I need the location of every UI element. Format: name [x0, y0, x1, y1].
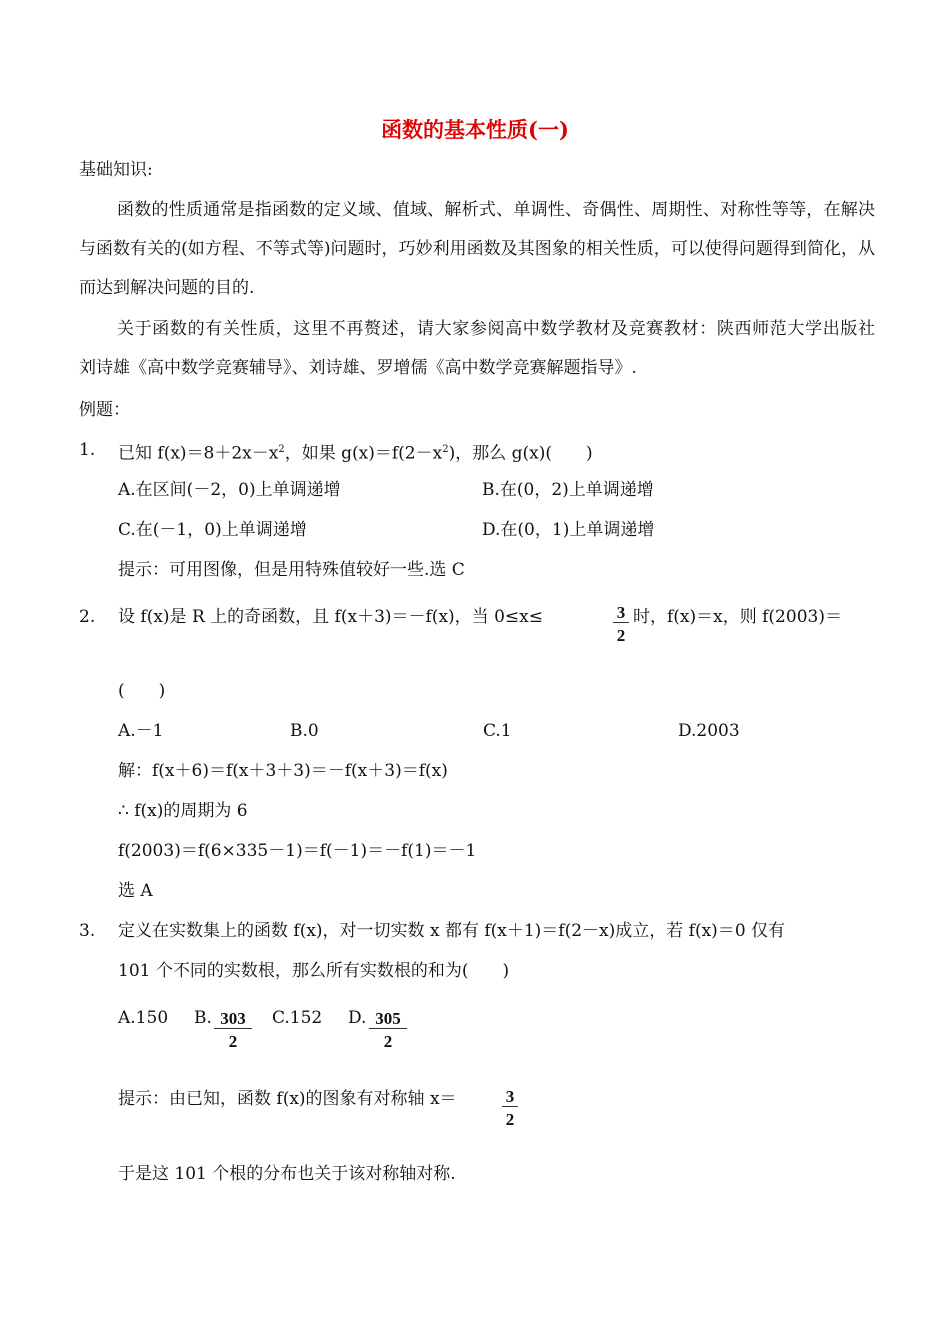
option-c: C.在(－1，0)上单调递增: [118, 520, 307, 540]
solution-line-1: 解：f(x＋6)＝f(x＋3＋3)＝－f(x＋3)＝f(x): [118, 761, 448, 781]
option-b-label: B.: [194, 1008, 212, 1028]
option-d-fraction: $\frac{305}{2}$: [369, 1010, 407, 1051]
solution-line-3: f(2003)＝f(6×335－1)＝f(－1)＝－f(1)＝－1: [118, 841, 477, 861]
question-stem-part1: 设 f(x)是 R 上的奇函数，且 f(x＋3)＝－f(x)，当 0≤x≤: [118, 607, 543, 627]
question-number: 3.: [79, 921, 96, 941]
option-b: B.在(0，2)上单调递增: [482, 480, 654, 500]
page-title: 函数的基本性质(一): [381, 117, 569, 142]
solution-line-4: 选 A: [118, 881, 153, 901]
option-d: D.2003: [678, 721, 740, 741]
answer-blank: ( ): [118, 681, 166, 701]
question-stem: 已知 $f(x)=8+2x-x^2$，如果 $g(x)=f(2-x^2)$，那么 g(x)( ): [118, 443, 593, 464]
option-a: A.在区间(－2，0)上单调递增: [118, 480, 341, 500]
question-stem-line-1: 定义在实数集上的函数 f(x)，对一切实数 x 都有 f(x＋1)＝f(2－x)成立，若 f(x)＝0 仅有: [118, 921, 786, 941]
hint-line-2: 于是这 101 个根的分布也关于该对称轴对称.: [118, 1164, 456, 1184]
solution-line-2: ∴ f(x)的周期为 6: [118, 801, 248, 821]
option-a: A.150: [118, 1008, 169, 1028]
hint-part1: 提示：由已知，函数 f(x)的图象有对称轴 x＝: [118, 1089, 457, 1109]
question-number: 1.: [79, 440, 96, 460]
exponent: 2: [442, 444, 449, 455]
fraction: $\frac{3}{2}$: [502, 1088, 518, 1129]
question-number: 2.: [79, 607, 96, 627]
option-d: D.在(0，1)上单调递增: [482, 520, 655, 540]
fraction: $\frac{3}{2}$: [613, 604, 629, 645]
basics-heading: 基础知识:: [79, 160, 153, 180]
question-stem-part2: 时，f(x)＝x，则 f(2003)＝: [633, 607, 842, 627]
reference-paragraph: 关于函数的有关性质，这里不再赘述，请大家参阅高中数学教材及竞赛教材：陕西师范大学出版社 刘诗雄《高中数学竞赛辅导》、刘诗雄、罗增儒《高中数学竞赛解题指导》.: [79, 319, 892, 378]
option-a: A.－1: [118, 721, 164, 741]
question-stem-line-2: 101 个不同的实数根，那么所有实数根的和为( ): [118, 961, 510, 981]
examples-heading: 例题：: [79, 400, 130, 420]
intro-paragraph: 函数的性质通常是指函数的定义域、值域、解析式、单调性、奇偶性、周期性、对称性等等，在解决与函数有关的(如方程、不等式等)问题时，巧妙利用函数及其图象的相关性质，可以使得问题得到简化，从而达到解决问题的目的.: [79, 200, 875, 298]
exponent: 2: [278, 444, 285, 455]
option-b-fraction: $\frac{303}{2}$: [214, 1010, 252, 1051]
option-b: B.0: [290, 721, 319, 741]
option-c: C.1: [483, 721, 512, 741]
hint: 提示：可用图像，但是用特殊值较好一些.选 C: [118, 560, 465, 580]
option-c: C.152: [272, 1008, 323, 1028]
option-d-label: D.: [348, 1008, 367, 1028]
